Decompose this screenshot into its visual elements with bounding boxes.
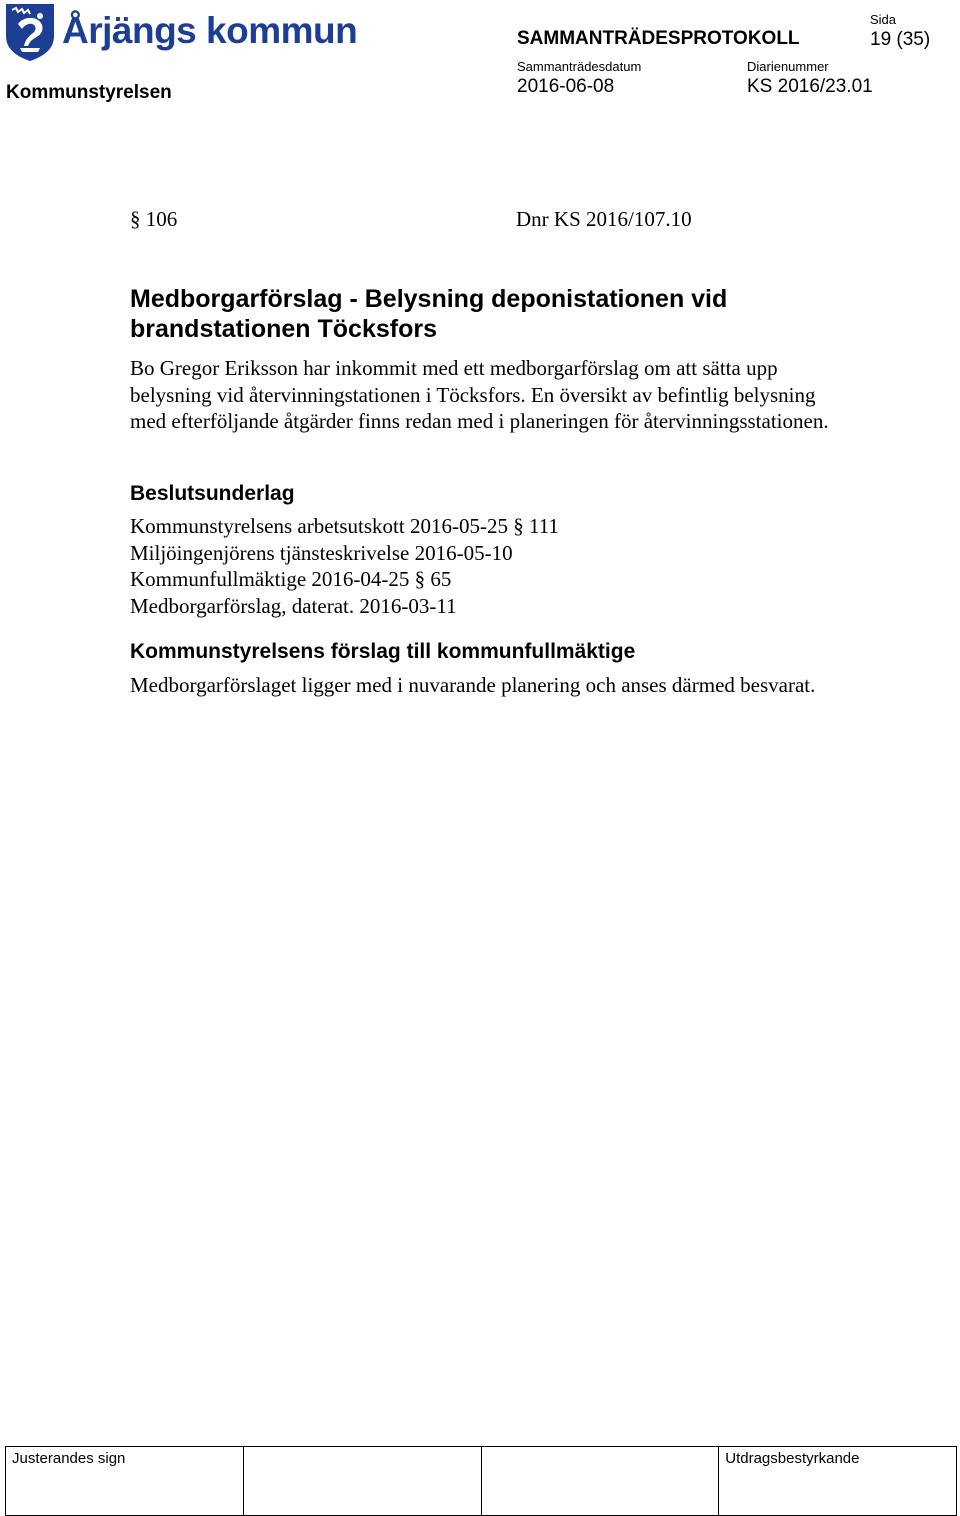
- paragraph-sign: §: [513, 514, 524, 538]
- organization-name: Kommunstyrelsen: [6, 82, 172, 103]
- list-item: [130, 566, 559, 593]
- page-label: Sida: [870, 12, 897, 27]
- basis-item-text: Medborgarförslag, daterat. 2016-03-11: [130, 593, 457, 618]
- paragraph-number: 111: [528, 514, 559, 538]
- decision-basis-list: [130, 513, 559, 619]
- extract-cell-label: Utdragsbestyrkande: [719, 1447, 957, 1516]
- proposal-text: Medborgarförslaget ligger med i nuvarande planering och anses därmed besvarat.: [130, 673, 816, 697]
- sign-cell: [481, 1447, 719, 1516]
- municipality-logo: [4, 2, 364, 66]
- meeting-date: 2016-06-08: [517, 76, 615, 97]
- page-number: 19 (35): [870, 29, 931, 50]
- diary-number-label: Diarienummer: [747, 59, 829, 74]
- proposal-heading: Kommunstyrelsens förslag till kommunfullmäktige: [130, 640, 636, 663]
- item-intro-text: Bo Gregor Eriksson har inkommit med ett medborgarförslag om att sätta upp belysning vid återvinningstationen i Töcksfors. En översikt av befintlig belysning med efterföljande åtgärder finns redan med i planeringen för återvinningsstationen.: [130, 356, 829, 433]
- coat-of-arms-icon: [4, 2, 56, 62]
- case-number: Dnr KS 2016/107.10: [516, 207, 692, 231]
- item-heading: Medborgarförslag - Belysning deponistationen vid brandstationen Töcksfors: [130, 285, 728, 343]
- sign-cell-label: Justerandes sign: [6, 1447, 244, 1516]
- paragraph-number: 106: [145, 207, 178, 231]
- logo-wordmark: Årjängs kommun: [62, 10, 358, 51]
- paragraph-number: 65: [430, 567, 452, 591]
- paragraph-sign: §: [414, 567, 426, 591]
- list-item: [130, 593, 559, 620]
- paragraph-sign: §: [130, 207, 141, 231]
- list-item: [130, 513, 559, 540]
- basis-item-text: Miljöingenjörens tjänsteskrivelse 2016-05-10: [130, 540, 513, 565]
- basis-item-text: Kommunstyrelsens arbetsutskott 2016-05-25: [130, 514, 508, 538]
- document-title: SAMMANTRÄDESPROTOKOLL: [517, 28, 800, 49]
- list-item: [130, 540, 559, 567]
- signature-table: [5, 1446, 957, 1516]
- decision-basis-heading: Beslutsunderlag: [130, 482, 295, 505]
- sign-cell: [243, 1447, 481, 1516]
- basis-item-text: Kommunfullmäktige 2016-04-25: [130, 567, 410, 591]
- diary-number: KS 2016/23.01: [747, 76, 873, 97]
- meeting-date-label: Sammanträdesdatum: [517, 59, 642, 74]
- paragraph-reference: [130, 207, 177, 232]
